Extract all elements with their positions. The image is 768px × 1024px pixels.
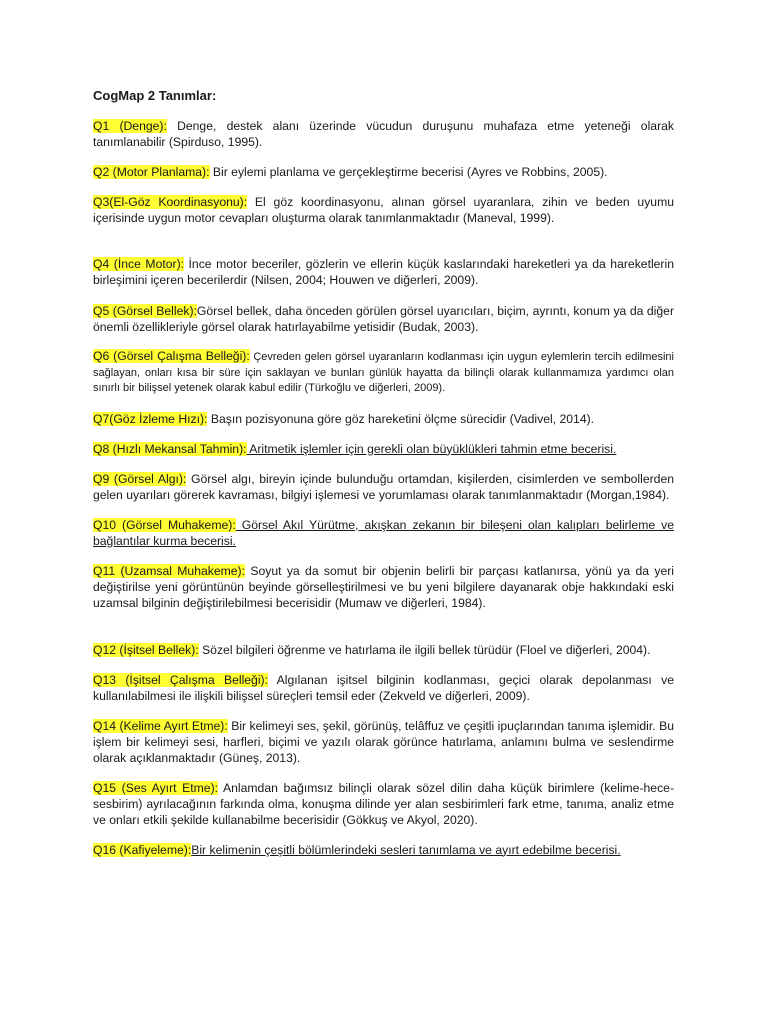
definition-q10	[93, 517, 674, 549]
definition-q15	[93, 780, 674, 828]
term-q5: Q5 (Görsel Bellek):	[93, 304, 197, 318]
text-q4: İnce motor beceriler, gözlerin ve ellerin küçük kaslarındaki hareketleri ya da hareketlerin birleşimini içeren becerilerdir (Nilsen, 2004; Houwen ve diğerleri, 2009).	[93, 257, 674, 287]
term-q7: Q7(Göz İzleme Hızı):	[93, 411, 208, 426]
term-q14: Q14 (Kelime Ayırt Etme):	[93, 718, 228, 733]
text-q15: Anlamdan bağımsız bilinçli olarak sözel dilin daha küçük birimlere (kelime-hece-sesbirim) ayrılacağının farkında olma, konuşma dilinde yer alan sesbirimleri fark etme, tanıma, analiz etme ve onları etkili şekilde kullanabilme becerisidir (Gökkuş ve Akyol, 2020).	[93, 780, 674, 827]
term-q11: Q11 (Uzamsal Muhakeme):	[93, 563, 245, 578]
term-q3: Q3(El-Göz Koordinasyonu):	[93, 195, 248, 209]
text-q5: Görsel bellek, daha önceden görülen görsel uyarıcıları, biçim, ayrıntı, konum ya da diğer önemli özellikleriyle görsel olarak hatırlayabilme yetisidir (Budak, 2003).	[93, 304, 675, 334]
definition-q5	[93, 303, 674, 335]
term-q6: Q6 (Görsel Çalışma Belleği):	[93, 349, 250, 363]
text-q6: Çevreden gelen görsel uyaranların kodlanması için uygun eylemlerin tercih edilmesini sağlayan, onları kısa bir süre için saklayan ve bunları günlük hayatta da bilinçli olarak kullanmamıza yardımcı olan sınırlı bir bilişsel yetenek olarak kabul edilir (Türkoğlu ve diğerleri, 2009).	[93, 351, 674, 394]
definition-q6	[93, 349, 674, 397]
definition-q1	[93, 118, 674, 150]
text-q13: Algılanan işitsel bilginin kodlanması, geçici olarak depolanması ve kullanılabilmesi ile ilişkili bilişsel süreçleri temsil eder (Zekveld ve diğerleri, 2009).	[93, 672, 674, 703]
text-q1: Denge, destek alanı üzerinde vücudun duruşunu muhafaza etme yeteneği olarak tanımlanabilir (Spirduso, 1995).	[93, 119, 674, 149]
text-q16: Bir kelimenin çeşitli bölümlerindeki sesleri tanımlama ve ayırt edebilme becerisi.	[191, 842, 621, 857]
text-q11: Soyut ya da somut bir objenin belirli bir parçası katlanırsa, yönü ya da yeri değiştirilse yeni görüntünün beyinde görselleştirilmesi ve bu yeni bilgilere dayanarak obje hakkındaki eski uzamsal bilginin değiştirilebilmesi becerisidir (Mumaw ve diğerleri, 1984).	[93, 563, 674, 610]
document-title: CogMap 2 Tanımlar:	[93, 88, 217, 103]
text-q12: Sözel bilgileri öğrenme ve hatırlama ile ilgili bellek türüdür (Floel ve diğerleri, 2004).	[198, 642, 651, 657]
text-q8: Aritmetik işlemler için gerekli olan büyüklükleri tahmin etme becerisi.	[246, 441, 617, 456]
term-q1: Q1 (Denge):	[93, 119, 167, 133]
text-q10: Görsel Akıl Yürütme, akışkan zekanın bir bileşeni olan kalıpları belirleme ve bağlantılar kurma becerisi.	[93, 517, 675, 548]
text-q2: Bir eylemi planlama ve gerçekleştirme becerisi (Ayres ve Robbins, 2005).	[209, 165, 608, 179]
text-q9: Görsel algı, bireyin içinde bulunduğu ortamdan, kişilerden, cisimlerden ve sembollerden gelen uyarıları görerek kavraması, bilgiyi işlemesi ve yorumlaması olarak tanımlanmaktadır (Morgan,1984).	[93, 471, 674, 502]
term-q10: Q10 (Görsel Muhakeme):	[93, 517, 236, 532]
definition-q13	[93, 672, 674, 704]
definition-q8	[93, 441, 674, 457]
definition-q9	[93, 471, 674, 503]
definition-q3	[93, 194, 674, 226]
term-q16: Q16 (Kafiyeleme):	[93, 842, 192, 857]
definition-q12	[93, 642, 674, 658]
term-q4: Q4 (İnce Motor):	[93, 257, 185, 271]
text-q7: Başın pozisyonuna göre göz hareketini ölçme sürecidir (Vadivel, 2014).	[207, 411, 595, 426]
definition-q7	[93, 411, 674, 427]
term-q9: Q9 (Görsel Algı):	[93, 471, 187, 486]
definition-q11	[93, 563, 674, 611]
definition-q2	[93, 164, 674, 180]
term-q15: Q15 (Ses Ayırt Etme):	[93, 780, 219, 795]
definition-q14	[93, 718, 674, 766]
term-q12: Q12 (İşitsel Bellek):	[93, 642, 199, 657]
term-q8: Q8 (Hızlı Mekansal Tahmin):	[93, 441, 247, 456]
definition-q4	[93, 256, 674, 288]
term-q13: Q13 (İşitsel Çalışma Belleği):	[93, 672, 268, 687]
term-q2: Q2 (Motor Planlama):	[93, 165, 210, 179]
text-q14: Bir kelimeyi ses, şekil, görünüş, telâffuz ve çeşitli ipuçlarından tanıma işlemidir. Bu işlem bir kelimeyi sesi, harfleri, biçimi ve yazılı olarak görünce hatırlama, anlamını bulma ve seslendirme olarak açıklanmaktadır (Güneş, 2013).	[93, 718, 674, 765]
text-q3: El göz koordinasyonu, alınan görsel uyaranlara, zihin ve beden uyumu içerisinde uygun motor cevapları oluşturma olarak tanımlanmaktadır (Maneval, 1999).	[93, 195, 675, 225]
definition-q16	[93, 842, 674, 858]
